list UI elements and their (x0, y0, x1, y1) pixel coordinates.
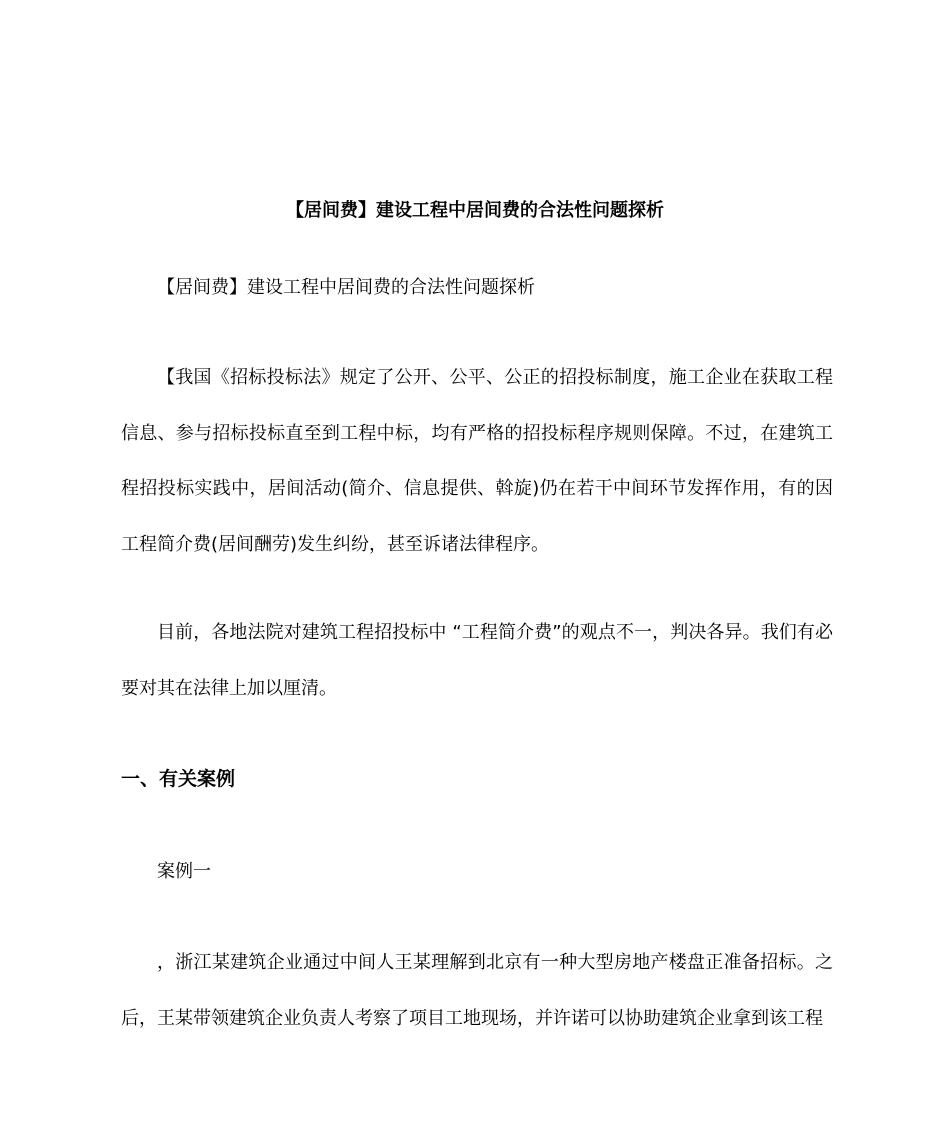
subtitle-paragraph: 【居间费】建设工程中居间费的合法性问题探析 (157, 277, 535, 298)
case-body-paragraph: ，浙江某建筑企业通过中间人王某理解到北京有一种大型房地产楼盘正准备招标。之后，王某带领建筑企业负责人考察了项目工地现场，并许诺可以协助建筑企业拿到该工程 (121, 952, 833, 1029)
current-situation-paragraph: 目前，各地法院对建筑工程招投标中 “工程简介费”的观点不一，判决各异。我们有必要对其在法律上加以厘清。 (121, 622, 833, 699)
intro-paragraph: 【我国《招标投标法》规定了公开、公平、公正的招投标制度，施工企业在获取工程信息、参与招标投标直至到工程中标，均有严格的招投标程序规则保障。不过，在建筑工程招投标实践中，居间活动(简介、信息提供、斡旋)仍在若干中间环节发挥作用，有的因工程简介费(居间酬劳)发生纠纷，甚至诉诸法律程序。 (121, 367, 833, 555)
section-heading-cases: 一、有关案例 (121, 768, 236, 790)
case-label: 案例一 (157, 861, 211, 882)
document-title: 【居间费】建设工程中居间费的合法性问题探析 (286, 200, 664, 222)
